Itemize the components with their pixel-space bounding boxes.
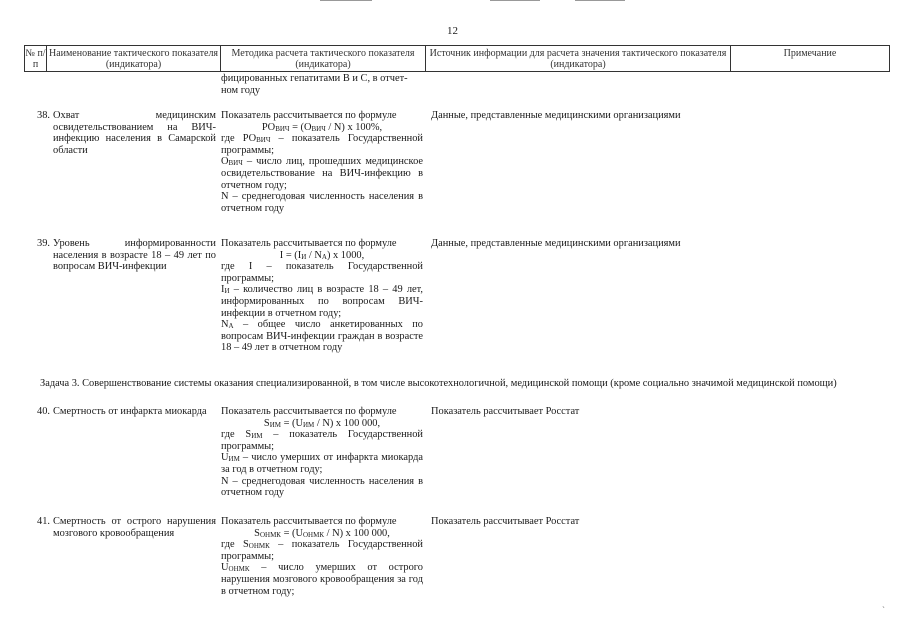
scan-mark: ˎ [882, 598, 885, 609]
row-number: 39. [37, 238, 50, 249]
method-line: где $S_{ОНМК}$ – показатель Государственной программы; [221, 539, 423, 562]
method-line: N – среднегодовая численность населения в отчетном году [221, 475, 423, 499]
method-formula: $S_{ИМ} = (U_{ИМ} / N)$ x 100 000, [263, 417, 381, 429]
method-intro: Показатель рассчитывается по формуле [221, 110, 397, 121]
indicator-name: Охват медицинским освидетельствованием на ВИЧ-инфекцию населения в Самарской области [53, 110, 216, 156]
method-line: $N_А$ – общее число анкетированных по вопросам ВИЧ-инфекции граждан в возрасте 18 – 49 лет в отчетном году [221, 319, 423, 354]
source-cell: Показатель рассчитывает Росстат [431, 406, 580, 417]
page-number: 12 [447, 25, 458, 37]
header-source: Источник информации для расчета значения тактического показателя (индикатора) [426, 46, 731, 71]
source-cell: Данные, представленные медицинскими организациями [431, 110, 681, 121]
row-number: 40. [37, 406, 50, 417]
row-number: 41. [37, 516, 50, 527]
method-formula: $S_{ОНМК} = (U_{ОНМК} / N)$ x 100 000, [254, 527, 390, 539]
method-line: где $S_{ИМ}$ – показатель Государственной программы; [221, 429, 423, 452]
method-cell [221, 110, 423, 214]
continuation-text [221, 73, 423, 96]
source-cell: Показатель рассчитывает Росстат [431, 516, 580, 527]
scan-artifact-line [575, 0, 625, 1]
header-number: № п/п [25, 48, 46, 70]
row-number: 38. [37, 110, 50, 121]
method-line: $O_{ВИЧ}$ – число лиц, прошедших медицинское освидетельствование на ВИЧ-инфекцию в отчетном году; [221, 156, 423, 191]
header-indicator-name: Наименование тактического показателя (индикатора) [47, 46, 221, 71]
indicator-name: Смертность от инфаркта миокарда [53, 406, 207, 417]
method-formula: $I = (I_И / N_А)$ x 1000, [279, 249, 365, 261]
method-line: где I – показатель Государственной программы; [221, 261, 423, 284]
scan-artifact-line [490, 0, 540, 1]
table-header [24, 45, 890, 72]
method-line: $U_{ИМ}$ – число умерших от инфаркта миокарда за год в отчетном году; [221, 452, 423, 475]
source-cell: Данные, представленные медицинскими организациями [431, 238, 681, 249]
indicator-name: Уровень информированности населения в возрасте 18 – 49 лет по вопросам ВИЧ-инфекции [53, 238, 216, 273]
header-note: Примечание [783, 48, 837, 59]
method-cell [221, 238, 423, 354]
method-intro: Показатель рассчитывается по формуле [221, 238, 397, 249]
method-line: N – среднегодовая численность населения в отчетном году [221, 191, 423, 214]
method-intro: Показатель рассчитывается по формуле [221, 516, 397, 527]
method-formula: $PO_{ВИЧ} = (O_{ВИЧ} / N)$ x 100%, [261, 121, 383, 133]
header-method: Методика расчета тактического показателя (индикатора) [221, 46, 426, 71]
method-cell [221, 406, 423, 499]
method-cell [221, 516, 423, 597]
method-line: $I_И$ – количество лиц в возрасте 18 – 49 лет, информированных по вопросам ВИЧ-инфекции в отчетном году; [221, 284, 423, 319]
method-line: $U_{ОНМК}$ – число умерших от острого нарушения мозгового кровообращения за год в отчетном году; [221, 562, 423, 597]
continuation-line: ном году [221, 84, 261, 96]
continuation-line: фицированных гепатитами В и С, в отчет- [221, 73, 408, 84]
task-3-heading: Задача 3. Совершенствование системы оказания специализированной, в том числе высокотехнологичной, медицинской помощи (кроме социально значимой медицинской помощи) [40, 378, 837, 389]
method-intro: Показатель рассчитывается по формуле [221, 406, 397, 417]
method-line: где $PO_{ВИЧ}$ – показатель Государственной программы; [221, 133, 423, 156]
indicator-name: Смертность от острого нарушения мозгового кровообращения [53, 516, 216, 539]
scan-artifact-line [320, 0, 372, 1]
